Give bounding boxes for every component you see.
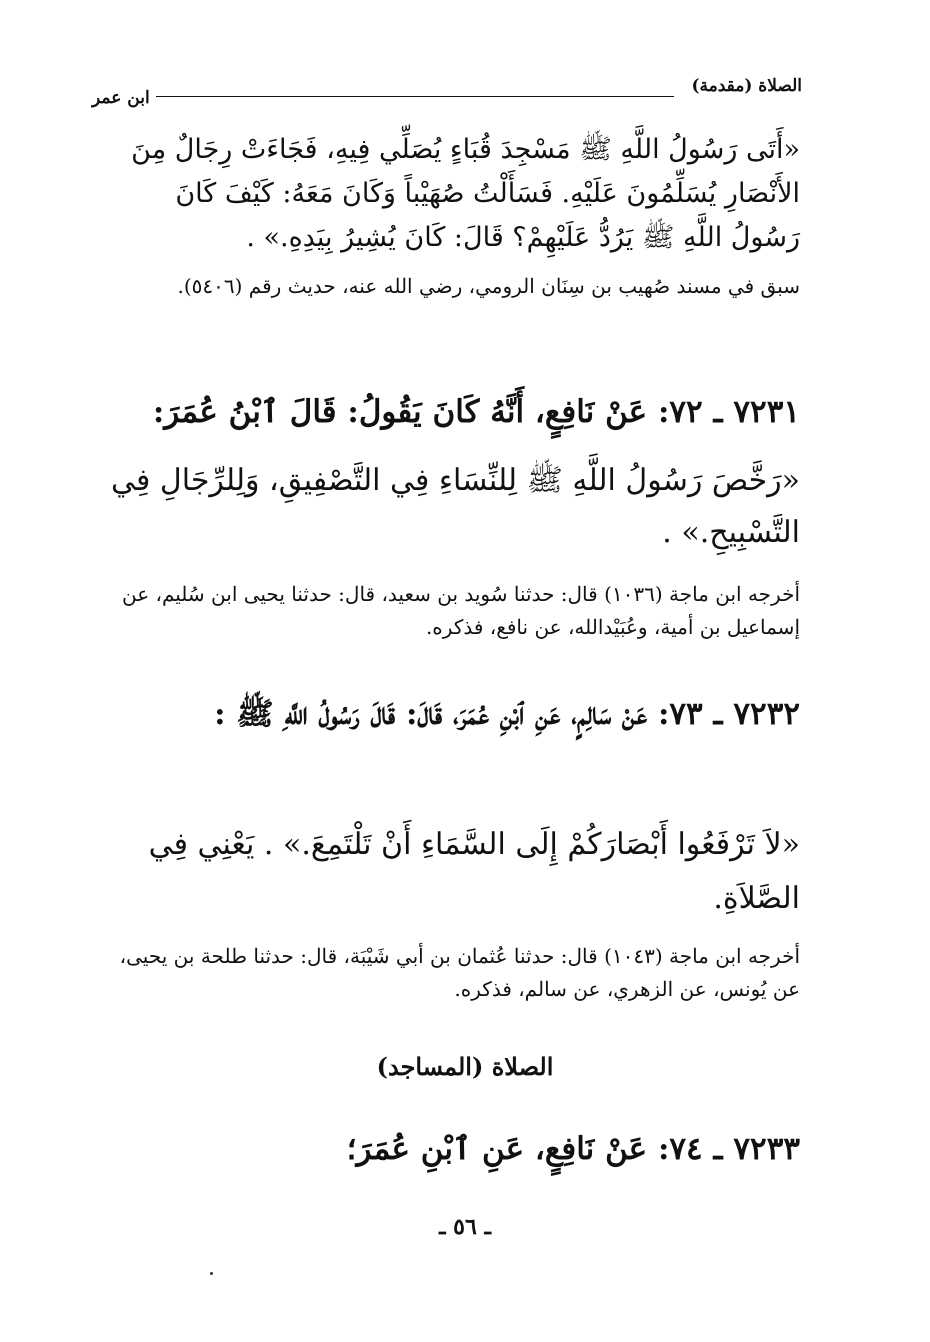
hadith-prev-text: «أَتَى رَسُولُ اللَّهِ ﷺ مَسْجِدَ قُبَاءٍ يُصَلِّي فِيهِ، فَجَاءَتْ رِجَالٌ مِنَ الأَنْصَارِ يُسَلِّمُونَ عَلَيْهِ. فَسَأَلْتُ صُهَيْباً وَكَانَ مَعَهُ: كَيْفَ كَانَ رَسُولُ اللَّهِ ﷺ يَرُدُّ عَلَيْهِمْ؟ قَالَ: كَانَ يُشِيرُ بِيَدِهِ.» .	[131, 134, 800, 253]
hadith-7233-isnad: ٧٢٣٣ ـ ٧٤: عَنْ نَافِعٍ، عَنِ ٱبْنِ عُمَرَ؛	[346, 1131, 800, 1167]
print-speck	[210, 1272, 213, 1275]
note-prev: سبق في مسند صُهيب بن سِنَان الرومي، رضي الله عنه، حديث رقم (٥٤٠٦).	[177, 274, 800, 298]
hadith-7231-text: «رَخَّصَ رَسُولُ اللَّهِ ﷺ لِلنِّسَاءِ فِي التَّصْفِيقِ، وَلِلرِّجَالِ فِي التَّسْبِيحِ.» .	[111, 463, 800, 550]
hadith-7232-isnad: ٧٢٣٢ ـ ٧٣: عَنْ سَالِمٍ، عَنِ ٱبْنِ عُمَرَ، قَالَ: قَالَ رَسُولُ اللَّهِ ﷺ :	[214, 696, 800, 732]
section-title: الصلاة (المساجد)	[376, 1052, 554, 1081]
note-7231: أخرجه ابن ماجة (١٠٣٦) قال: حدثنا سُويد بن سعيد، قال: حدثنا يحيى ابن سُليم، عن إسماعيل بن أمية، وعُبَيْدالله، عن نافع، فذكره.	[121, 582, 800, 639]
hadith-7232-text: «لاَ تَرْفَعُوا أَبْصَارَكُمْ إِلَى السَّمَاءِ أَنْ تَلْتَمِعَ.» . يَعْنِي فِي الصَّلاَةِ.	[148, 827, 800, 916]
chapter-title: الصلاة (مقدمة)	[691, 76, 802, 96]
hadith-7231-isnad: ٧٢٣١ ـ ٧٢: عَنْ نَافِعٍ، أَنَّهُ كَانَ يَقُولُ: قَالَ ٱبْنُ عُمَرَ:	[152, 394, 800, 430]
running-head	[92, 74, 802, 108]
author-name: ابن عمر	[92, 88, 150, 108]
page-number: ـ ٥٦ ـ	[439, 1214, 491, 1240]
note-7232: أخرجه ابن ماجة (١٠٤٣) قال: حدثنا عُثمان بن أبي شَيْبَة، قال: حدثنا طلحة بن يحيى، عن يُونس، عن الزهري، عن سالم، فذكره.	[119, 944, 800, 1001]
header-rule	[156, 96, 674, 97]
